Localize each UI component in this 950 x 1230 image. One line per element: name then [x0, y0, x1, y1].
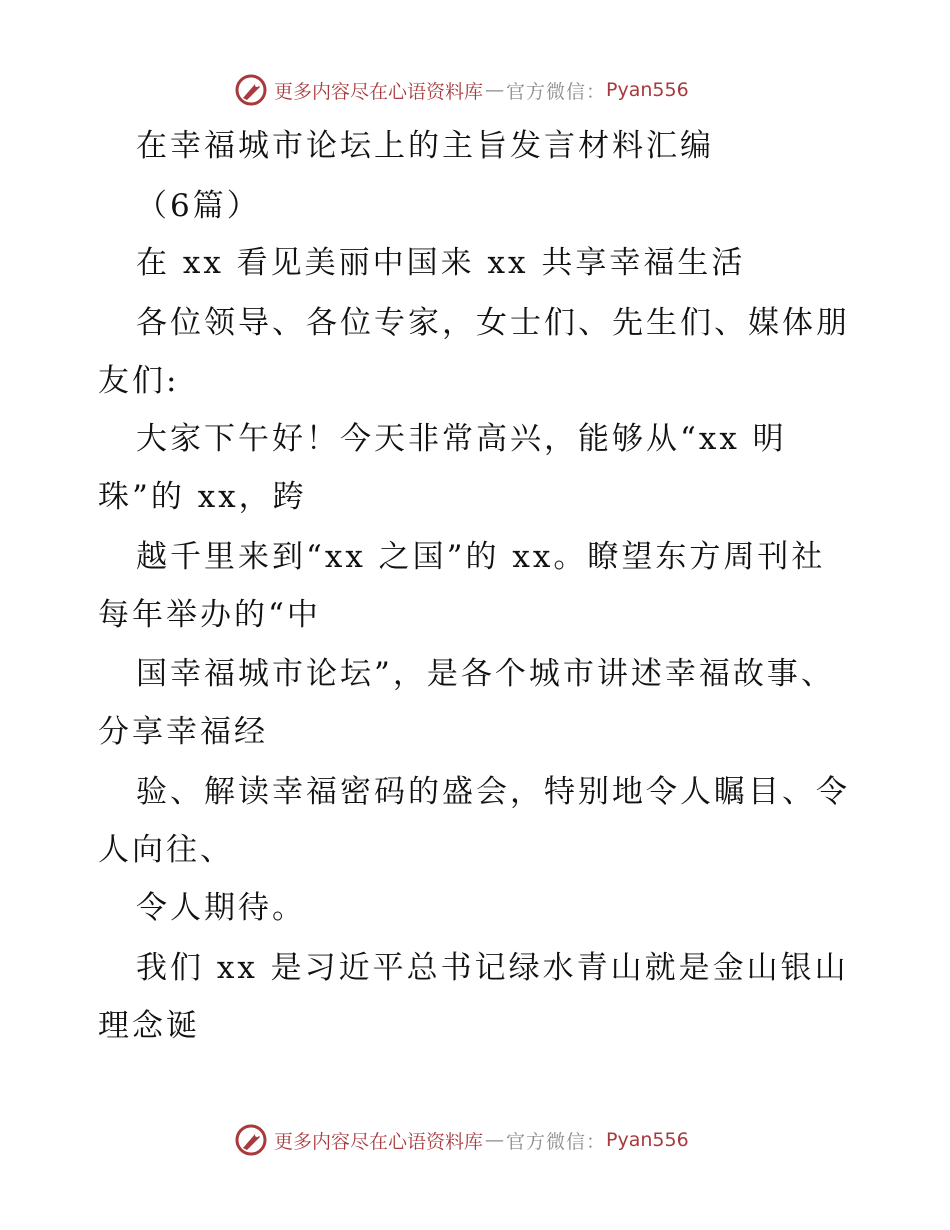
paragraph-line: 越千里来到“xx 之国”的 xx。瞭望东方周刊社: [136, 539, 826, 575]
footer-watermark: [234, 1122, 689, 1158]
watermark-contact-id: Pyan556: [606, 79, 689, 101]
paragraph-line: 我们 xx 是习近平总书记绿水青山就是金山银山: [136, 950, 849, 986]
document-title: 在幸福城市论坛上的主旨发言材料汇编: [136, 128, 714, 164]
section-heading: 在 xx 看见美丽中国来 xx 共享幸福生活: [136, 245, 746, 281]
paragraph-line: 国幸福城市论坛”，是各个城市讲述幸福故事、: [136, 656, 835, 692]
watermark-contact-label: 官方微信：: [506, 1130, 607, 1153]
paragraph-line: 理念诞: [98, 1008, 200, 1044]
header-watermark: [234, 72, 689, 108]
paragraph-line: 大家下午好！今天非常高兴，能够从“xx 明: [136, 421, 787, 457]
paragraph-line: 友们:: [98, 363, 180, 399]
paragraph-line: 令人期待。: [136, 890, 306, 926]
paragraph-line: 人向往、: [98, 832, 234, 868]
paragraph-line: 验、解读幸福密码的盛会，特别地令人瞩目、令: [136, 774, 850, 810]
document-subtitle: （6篇）: [136, 188, 261, 224]
pen-nib-logo-icon: [234, 73, 268, 107]
watermark-separator: —: [485, 1129, 505, 1151]
watermark-brand: 更多内容尽在心语资料库: [274, 80, 484, 103]
watermark-brand: 更多内容尽在心语资料库: [274, 1130, 484, 1153]
paragraph-line: 每年举办的“中: [98, 597, 321, 633]
paragraph-line: 各位领导、各位专家，女士们、先生们、媒体朋: [136, 305, 850, 341]
watermark-contact-id: Pyan556: [606, 1129, 689, 1151]
paragraph-line: 分享幸福经: [98, 714, 268, 750]
watermark-contact-label: 官方微信：: [506, 80, 607, 103]
pen-nib-logo-icon: [234, 1123, 268, 1157]
watermark-separator: —: [485, 79, 505, 101]
paragraph-line: 珠”的 xx，跨: [98, 479, 307, 515]
